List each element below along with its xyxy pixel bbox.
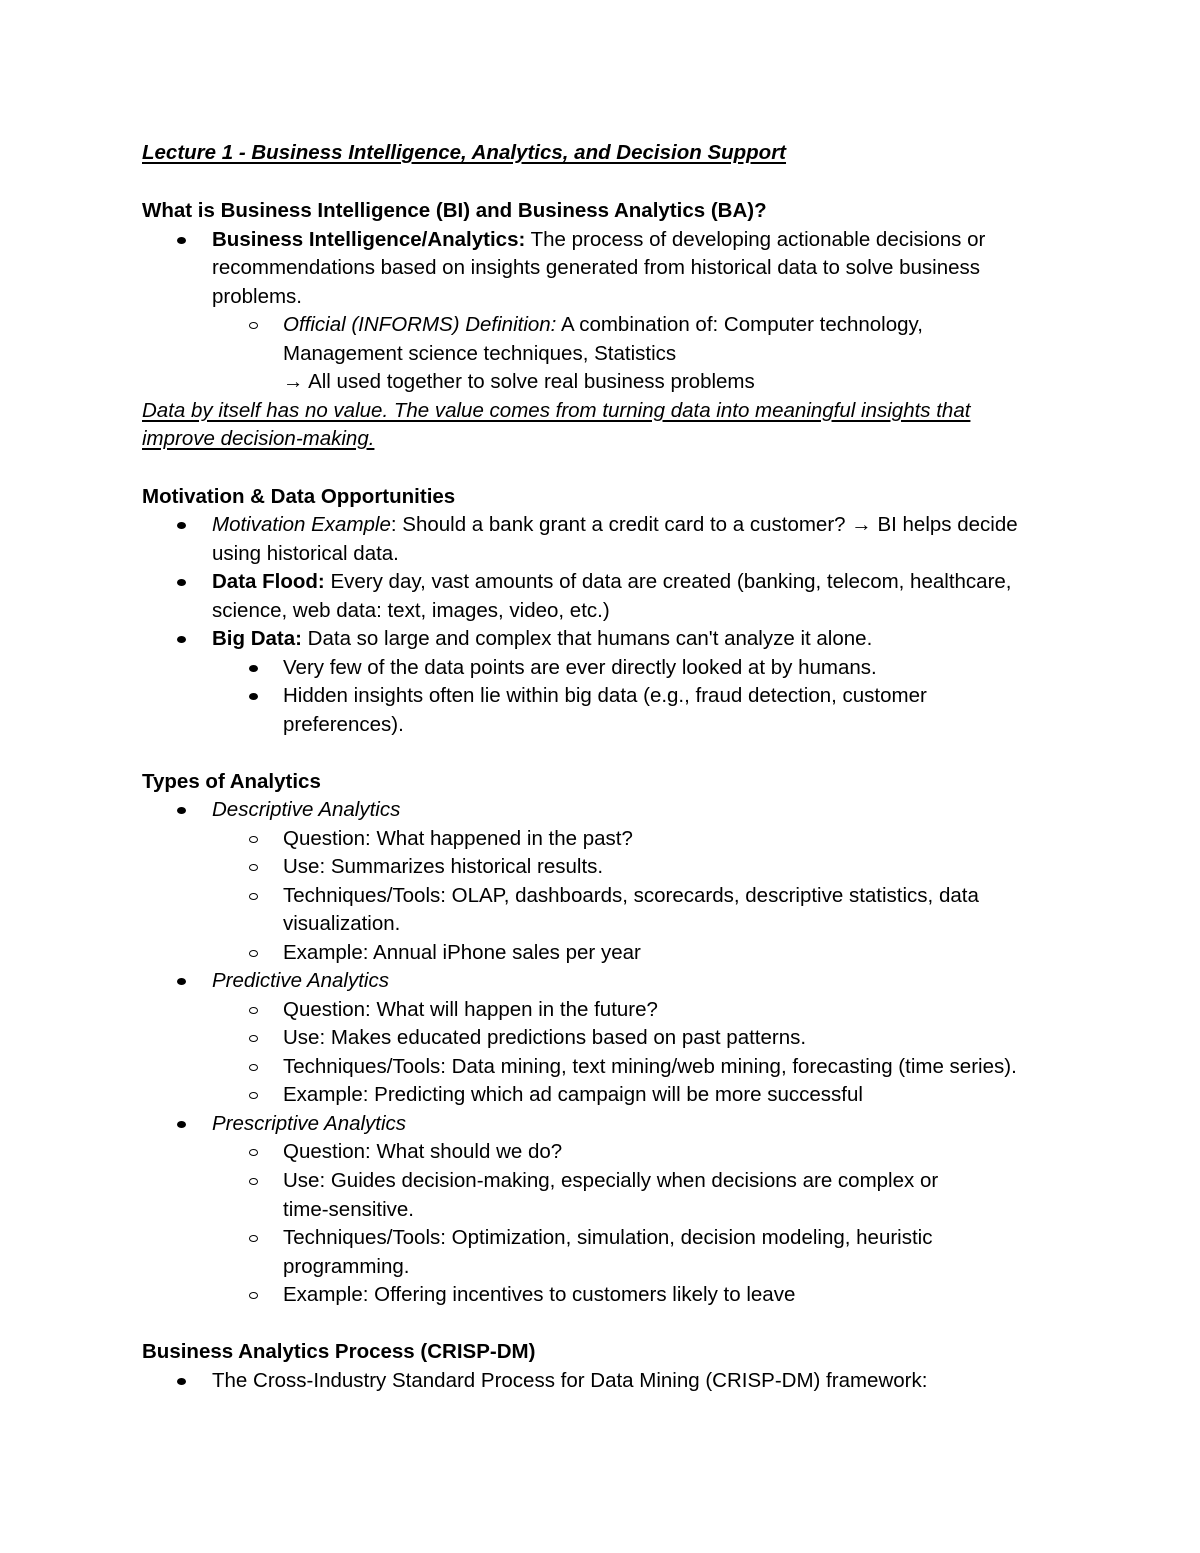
bullet-icon — [249, 693, 258, 700]
circle-bullet-icon — [249, 322, 258, 329]
bullet-icon — [177, 1121, 186, 1128]
def-text-line2: Management science techniques, Statistics — [283, 342, 677, 365]
bi-term: Business Intelligence/Analytics: — [212, 228, 526, 251]
bi-text-line3: problems. — [212, 285, 303, 308]
key-note-line1: Data by itself has no value. The value comes from turning data into meaningful insights that — [142, 399, 971, 422]
section-heading-bi-ba: What is Business Intelligence (BI) and Business Analytics (BA)? — [142, 199, 767, 222]
prescriptive-tools-line2: programming. — [283, 1255, 410, 1278]
big-text: Data so large and complex that humans can't analyze it alone. — [301, 627, 873, 650]
list-item-big-sub2: Hidden insights often lie within big data (e.g., fraud detection, customer — [283, 684, 927, 707]
section-heading-types: Types of Analytics — [142, 770, 321, 793]
bullet-icon — [177, 1378, 186, 1385]
def-text: A combination of: Computer technology, — [556, 313, 923, 336]
bullet-icon — [177, 636, 186, 643]
predictive-example: Example: Predicting which ad campaign will be more successful — [283, 1083, 863, 1106]
bullet-icon — [177, 237, 186, 244]
circle-bullet-icon — [249, 1007, 258, 1014]
circle-bullet-icon — [249, 1064, 258, 1071]
big-sub2-line2: preferences). — [283, 713, 404, 736]
descriptive-question: Question: What happened in the past? — [283, 827, 633, 850]
circle-bullet-icon — [249, 1092, 258, 1099]
flood-text-line2: science, web data: text, images, video, etc.) — [212, 599, 610, 622]
page-title: Lecture 1 - Business Intelligence, Analytics, and Decision Support — [142, 141, 787, 164]
prescriptive-use-line2: time-sensitive. — [283, 1198, 415, 1221]
list-item-crisp-dm: The Cross-Industry Standard Process for Data Mining (CRISP-DM) framework: — [212, 1369, 928, 1392]
list-item-prescriptive: Prescriptive Analytics — [212, 1112, 407, 1135]
section-heading-crisp-dm: Business Analytics Process (CRISP-DM) — [142, 1340, 536, 1363]
circle-bullet-icon — [249, 1149, 258, 1156]
motivation-text-line2: using historical data. — [212, 542, 399, 565]
circle-bullet-icon — [249, 1178, 258, 1185]
circle-bullet-icon — [249, 1035, 258, 1042]
bullet-icon — [177, 522, 186, 529]
list-item-big-data — [212, 625, 872, 653]
descriptive-tools-line2: visualization. — [283, 912, 401, 935]
prescriptive-example: Example: Offering incentives to customers likely to leave — [283, 1283, 796, 1306]
flood-text: Every day, vast amounts of data are created (banking, telecom, healthcare, — [324, 570, 1012, 593]
def-text-line3: → All used together to solve real business problems — [283, 370, 755, 393]
key-note-line2: improve decision-making. — [142, 427, 375, 450]
section-heading-motivation: Motivation & Data Opportunities — [142, 485, 456, 508]
prescriptive-question: Question: What should we do? — [283, 1140, 563, 1163]
list-item-big-sub1: Very few of the data points are ever directly looked at by humans. — [283, 656, 877, 679]
bullet-icon — [249, 665, 258, 672]
circle-bullet-icon — [249, 1292, 258, 1299]
descriptive-tools: Techniques/Tools: OLAP, dashboards, scorecards, descriptive statistics, data — [283, 884, 979, 907]
circle-bullet-icon — [249, 836, 258, 843]
flood-term: Data Flood: — [212, 570, 325, 593]
motivation-text: : Should a bank grant a credit card to a customer? → BI helps decide — [390, 513, 1018, 536]
circle-bullet-icon — [249, 950, 258, 957]
descriptive-example: Example: Annual iPhone sales per year — [283, 941, 641, 964]
motivation-term: Motivation Example — [212, 513, 391, 536]
predictive-question: Question: What will happen in the future? — [283, 998, 658, 1021]
circle-bullet-icon — [249, 864, 258, 871]
bullet-icon — [177, 978, 186, 985]
prescriptive-tools: Techniques/Tools: Optimization, simulation, decision modeling, heuristic — [283, 1226, 933, 1249]
bi-text: The process of developing actionable decisions or — [525, 228, 986, 251]
list-item-predictive: Predictive Analytics — [212, 969, 389, 992]
list-item-informs-definition — [283, 311, 923, 339]
list-item-data-flood — [212, 568, 1012, 596]
descriptive-use: Use: Summarizes historical results. — [283, 855, 604, 878]
bullet-icon — [177, 807, 186, 814]
list-item-bi-definition — [212, 226, 985, 254]
def-term: Official (INFORMS) Definition: — [283, 313, 557, 336]
predictive-use: Use: Makes educated predictions based on past patterns. — [283, 1026, 807, 1049]
list-item-motivation — [212, 511, 1018, 539]
predictive-tools: Techniques/Tools: Data mining, text mining/web mining, forecasting (time series). — [283, 1055, 1017, 1078]
list-item-descriptive: Descriptive Analytics — [212, 798, 401, 821]
bi-text-line2: recommendations based on insights generated from historical data to solve business — [212, 256, 981, 279]
circle-bullet-icon — [249, 893, 258, 900]
bullet-icon — [177, 579, 186, 586]
prescriptive-use: Use: Guides decision-making, especially when decisions are complex or — [283, 1169, 939, 1192]
circle-bullet-icon — [249, 1235, 258, 1242]
big-term: Big Data: — [212, 627, 302, 650]
